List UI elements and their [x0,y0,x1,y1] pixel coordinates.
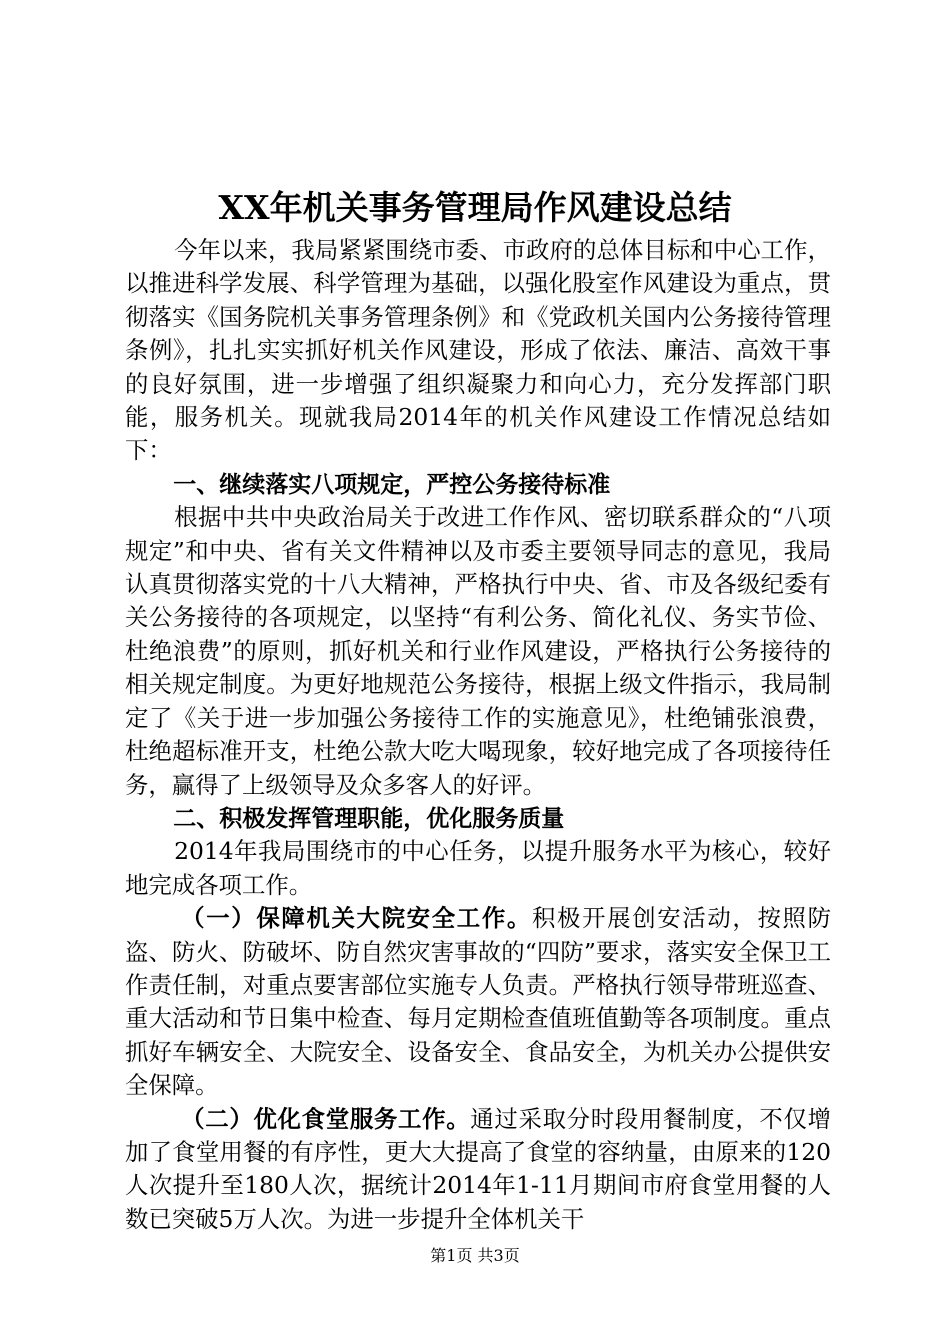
subsection-2-paragraph [125,1103,831,1237]
intro-paragraph: 今年以来，我局紧紧围绕市委、市政府的总体目标和中心工作，以推进科学发展、科学管理为基础，以强化股室作风建设为重点，贯彻落实《国务院机关事务管理条例》和《党政机关国内公务接待管理条例》，扎扎实实抓好机关作风建设，形成了依法、廉洁、高效干事的良好氛围，进一步增强了组织凝聚力和向心力，充分发挥部门职能，服务机关。现就我局2014年的机关作风建设工作情况总结如下： [125,236,831,465]
section-heading-1: 一、继续落实八项规定，严控公务接待标准 [173,470,611,498]
page-number-footer: 第1页 共3页 [430,1246,520,1265]
document-title: XX年机关事务管理局作风建设总结 [218,188,732,227]
subsection-2-body: 通过采取分时段用餐制度，不仅增加了食堂用餐的有序性，更大大提高了食堂的容纳量，由原来的120人次提升至180人次，据统计2014年1-11月期间市府食堂用餐的人数已突破5万人次。为进一步提升全体机关干 [125,1104,832,1233]
subsection-1-body: 积极开展创安活动，按照防盗、防火、防破坏、防自然灾害事故的“四防”要求，落实安全保卫工作责任制，对重点要害部位实施专人负责。严格执行领导带班巡查、重大活动和节日集中检查、每月定期检查值班值勤等各项制度。重点抓好车辆安全、大院安全、设备安全、食品安全，为机关办公提供安全保障。 [125,904,831,1100]
document-body [125,234,831,1236]
section-heading-2: 二、积极发挥管理职能，优化服务质量 [173,804,565,832]
subsection-1-paragraph [125,902,831,1102]
section-2-paragraph: 2014年我局围绕市的中心任务，以提升服务水平为核心，较好地完成各项工作。 [125,837,831,899]
subsection-2-lead: （二）优化食堂服务工作。 [181,1104,471,1133]
subsection-1-lead: （一）保障机关大院安全工作。 [181,904,532,933]
section-1-paragraph: 根据中共中央政治局关于改进工作作风、密切联系群众的“八项规定”和中央、省有关文件精神以及市委主要领导同志的意见，我局认真贯彻落实党的十八大精神，严格执行中央、省、市及各级纪委有关公务接待的各项规定，以坚持“有利公务、简化礼仪、务实节俭、杜绝浪费”的原则，抓好机关和行业作风建设，严格执行公务接待的相关规定制度。为更好地规范公务接待，根据上级文件指示，我局制定了《关于进一步加强公务接待工作的实施意见》，杜绝铺张浪费，杜绝超标准开支，杜绝公款大吃大喝现象，较好地完成了各项接待任务，赢得了上级领导及众多客人的好评。 [125,503,831,799]
